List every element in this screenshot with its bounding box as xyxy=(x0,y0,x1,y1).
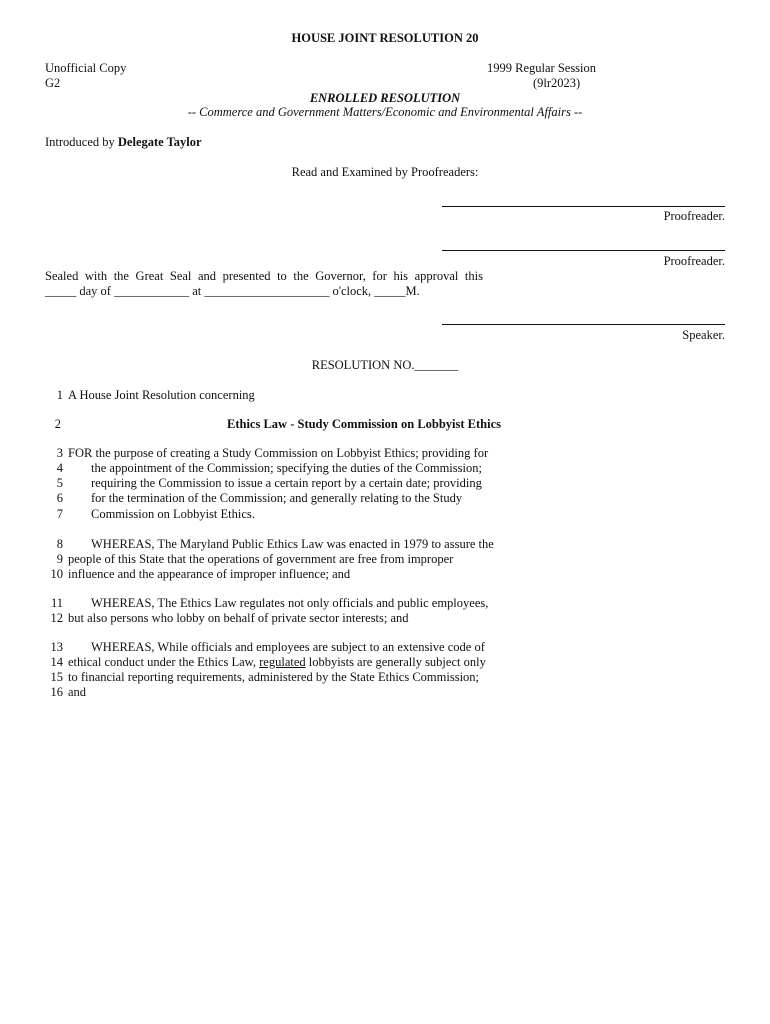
enrolled-heading: ENROLLED RESOLUTION xyxy=(309,91,461,105)
line-text: people of this State that the operations of government are free from improper xyxy=(68,552,454,566)
introduced-by xyxy=(45,135,202,150)
line-number: 2 xyxy=(54,417,61,431)
sponsor-name: Delegate Taylor xyxy=(117,135,202,149)
line-number: 12 xyxy=(50,611,63,625)
body-line xyxy=(0,476,770,491)
line-number: 6 xyxy=(56,491,63,505)
body-line xyxy=(0,596,770,611)
body-line xyxy=(0,552,770,567)
line-text: A House Joint Resolution concerning xyxy=(68,388,255,402)
speaker-signature-line xyxy=(442,324,725,325)
line-text: the appointment of the Commission; specifying the duties of the Commission; xyxy=(91,461,482,475)
line-text: WHEREAS, The Maryland Public Ethics Law was enacted in 1979 to assure the xyxy=(91,537,494,551)
body-line xyxy=(0,655,770,670)
body-line xyxy=(0,491,770,506)
line-text: Commission on Lobbyist Ethics. xyxy=(91,507,255,521)
body-line xyxy=(0,685,770,700)
proofreader-signature-line-1 xyxy=(442,206,725,207)
line-text: ethical conduct under the Ethics Law, regulated lobbyists are generally subject only xyxy=(68,655,486,669)
subject-code: G2 xyxy=(45,76,61,90)
speaker-label: Speaker. xyxy=(682,328,725,342)
line-number: 8 xyxy=(56,537,63,551)
line-text: FOR the purpose of creating a Study Commission on Lobbyist Ethics; providing for xyxy=(68,446,489,460)
line-number: 4 xyxy=(56,461,63,475)
line-number: 14 xyxy=(50,655,63,669)
committee-line: -- Commerce and Government Matters/Economic and Environmental Affairs -- xyxy=(187,105,583,119)
line-number: 3 xyxy=(56,446,63,460)
body-line xyxy=(0,670,770,685)
line-number: 13 xyxy=(50,640,63,654)
proofreaders-heading: Read and Examined by Proofreaders: xyxy=(291,165,479,179)
proofreader-signature-line-2 xyxy=(442,250,725,251)
line-text: requiring the Commission to issue a certain report by a certain date; providing xyxy=(91,476,482,490)
amended-word: regulated xyxy=(259,655,306,669)
unofficial-copy-label: Unofficial Copy xyxy=(45,61,127,75)
draft-number: (9lr2023) xyxy=(533,76,581,90)
body-line xyxy=(0,611,770,626)
line-text: and xyxy=(68,685,87,699)
proofreader-label-1: Proofreader. xyxy=(663,209,725,223)
body-line xyxy=(0,507,770,522)
line-number: 16 xyxy=(50,685,63,699)
resolution-subject-title: Ethics Law - Study Commission on Lobbyist Ethics xyxy=(227,417,502,431)
line-number: 11 xyxy=(50,596,63,610)
line-number: 10 xyxy=(50,567,63,581)
body-line xyxy=(0,640,770,655)
line-text: to financial reporting requirements, administered by the State Ethics Commission; xyxy=(68,670,480,684)
sealed-line-2: _____ day of ____________ at ____________________ o'clock, _____M. xyxy=(45,284,420,298)
line-number: 1 xyxy=(56,388,63,402)
line-text: for the termination of the Commission; and generally relating to the Study xyxy=(91,491,463,505)
body-line xyxy=(0,567,770,582)
line-text: but also persons who lobby on behalf of private sector interests; and xyxy=(68,611,409,625)
line-text: WHEREAS, The Ethics Law regulates not only officials and public employees, xyxy=(91,596,489,610)
resolution-number: RESOLUTION NO._______ xyxy=(311,358,459,372)
line-text: WHEREAS, While officials and employees are subject to an extensive code of xyxy=(91,640,485,654)
body-line xyxy=(0,446,770,461)
session-label: 1999 Regular Session xyxy=(487,61,597,75)
body-line xyxy=(0,388,770,403)
body-line xyxy=(0,417,770,432)
line-number: 9 xyxy=(56,552,63,566)
introduced-prefix: Introduced by xyxy=(45,135,115,149)
line-text: influence and the appearance of improper influence; and xyxy=(68,567,351,581)
line-number: 15 xyxy=(50,670,63,684)
proofreader-label-2: Proofreader. xyxy=(663,254,725,268)
line-number: 5 xyxy=(56,476,63,490)
body-line xyxy=(0,537,770,552)
sealed-line-1: Sealed with the Great Seal and presented to the Governor, for his approval this xyxy=(45,269,483,283)
body-line xyxy=(0,461,770,476)
line-number: 7 xyxy=(56,507,63,521)
document-title: HOUSE JOINT RESOLUTION 20 xyxy=(291,31,479,45)
